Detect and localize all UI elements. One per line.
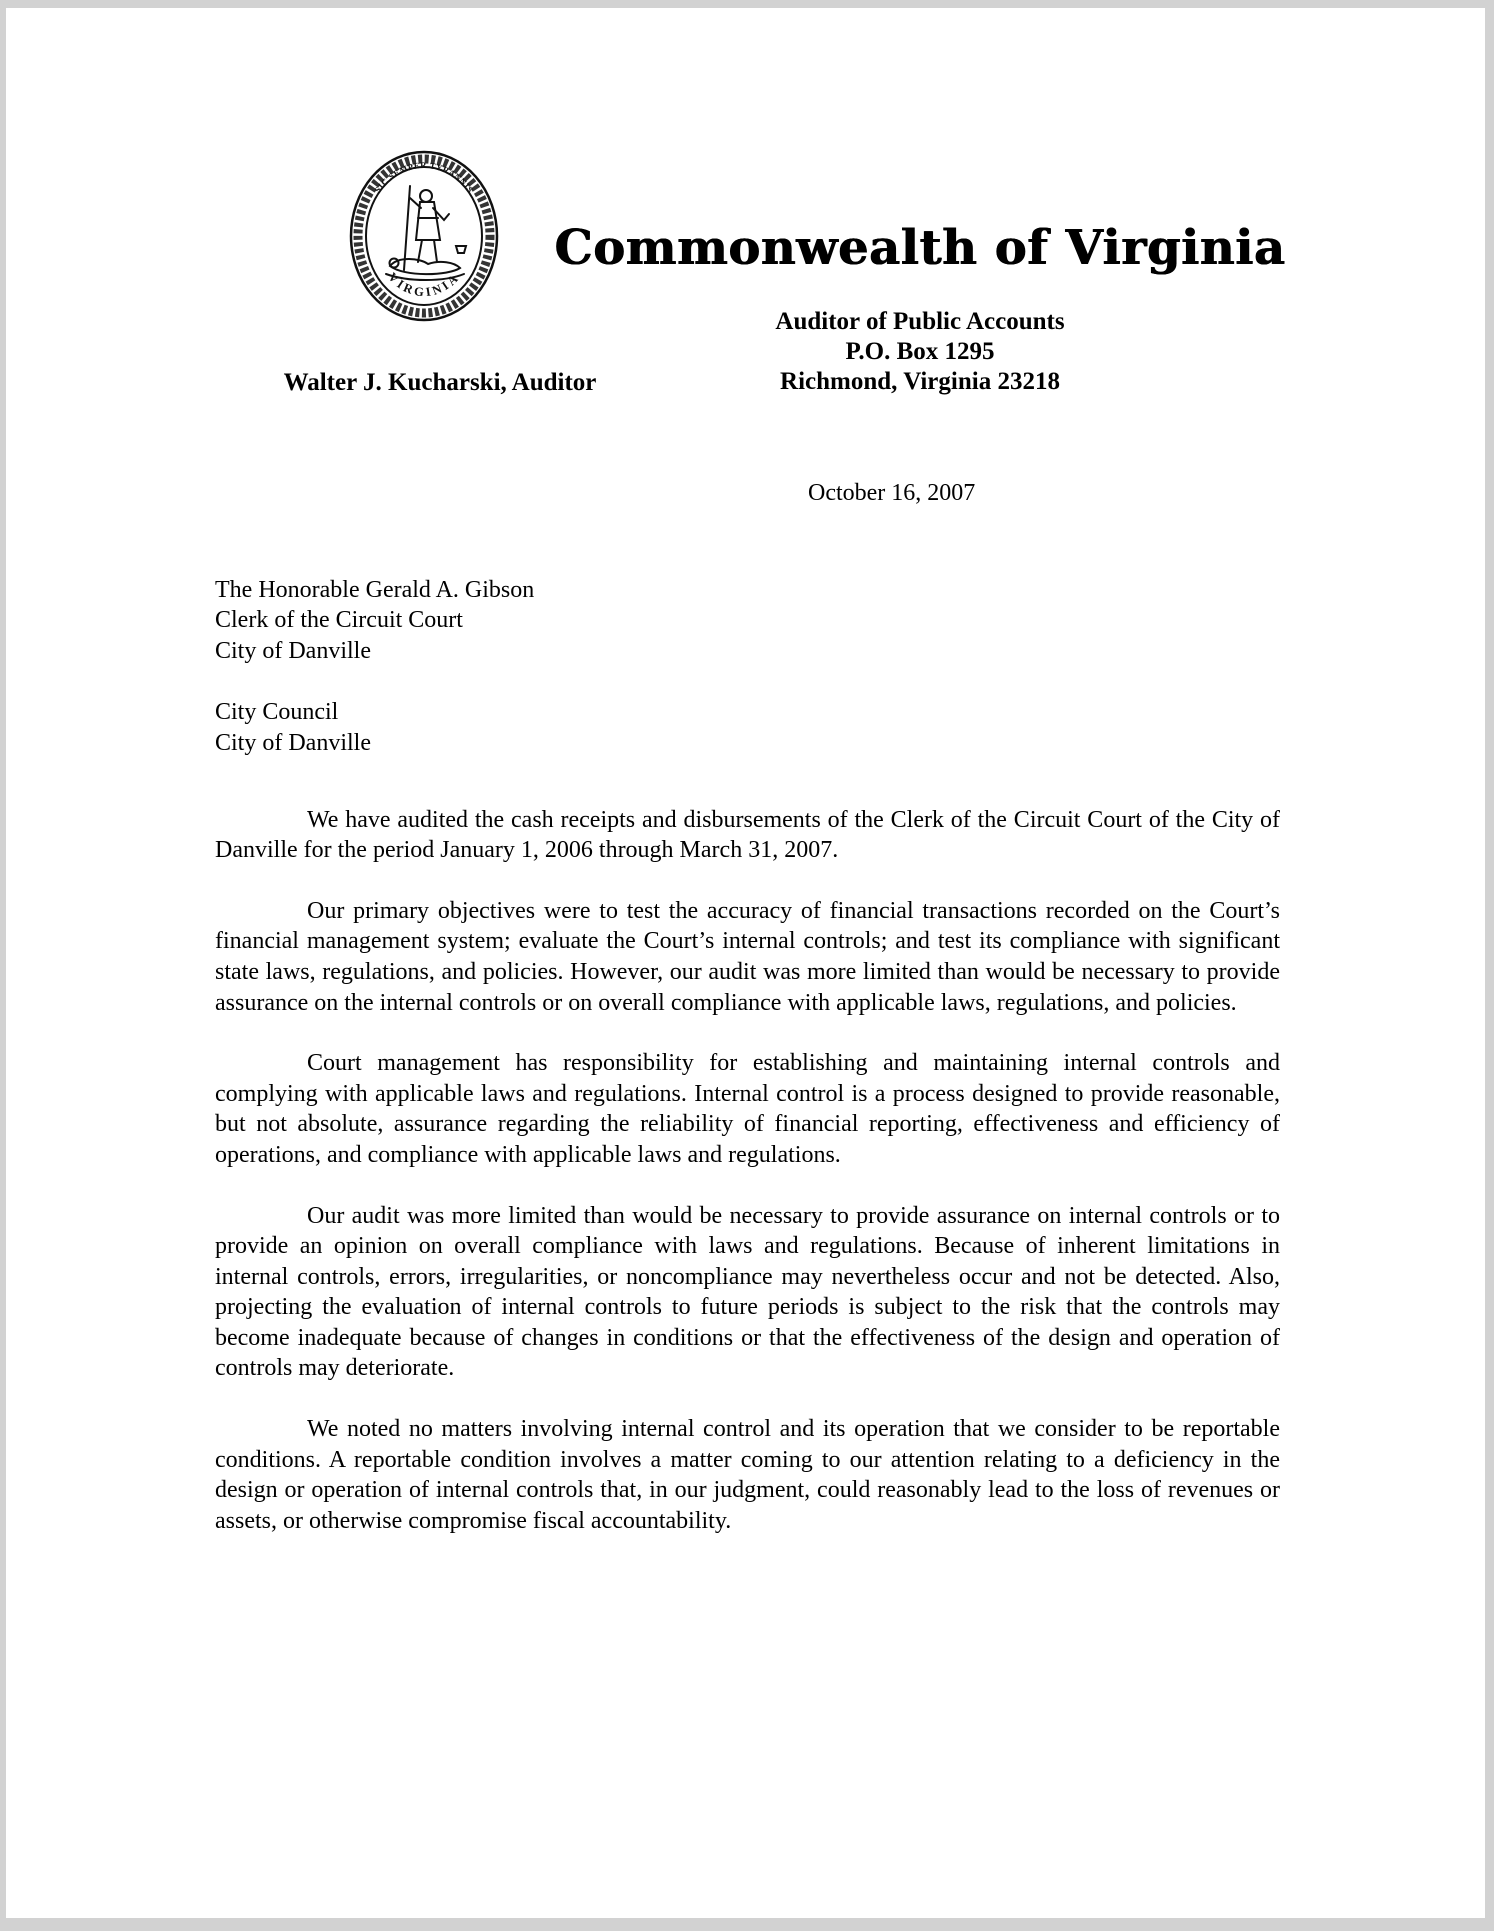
org-title: Commonwealth of Virginia <box>554 220 1286 276</box>
paragraph-management-responsibility: Court management has responsibility for establishing and maintaining internal controls and complying with applicable laws and regulations. Internal control is a process designed to provide reasonable, but not absolute, assurance regarding the reliability of financial reporting, effectiveness and efficiency of operations, and compliance with applicable laws and regulations. <box>215 1050 1280 1168</box>
recipient-title: Clerk of the Circuit Court <box>215 607 463 634</box>
recipient-address-secondary <box>215 697 1280 758</box>
seal-motto-text: SIC SEMPER TYRANNIS <box>372 159 476 195</box>
paragraph-objectives: Our primary objectives were to test the accuracy of financial transactions recorded on the Court’s financial management system; evaluate the Court’s internal controls; and test its compliance with significant state laws, regulations, and policies. However, our audit was more limited than would be necessary to provide assurance on the internal controls or on overall compliance with applicable laws, regulations, and policies. <box>215 897 1280 1016</box>
recipient-council-city: City of Danville <box>215 729 371 756</box>
letter-body <box>215 8 1280 1536</box>
auditor-name: Walter J. Kucharski, Auditor <box>283 369 597 396</box>
paragraph-findings: We noted no matters involving internal control and its operation that we consider to be reportable conditions. A reportable condition involves a matter coming to our attention relating to a deficiency in the design or operation of internal controls that, in our judgment, could reasonably lead to the loss of revenues or assets, or otherwise compromise fiscal accountability. <box>215 1416 1280 1534</box>
recipient-name: The Honorable Gerald A. Gibson <box>215 576 535 603</box>
recipient-city: City of Danville <box>215 637 371 664</box>
letter-date: October 16, 2007 <box>808 480 976 506</box>
paragraph-audit-scope: We have audited the cash receipts and disbursements of the Clerk of the Circuit Court of the City of Danville for the period January 1, 2006 through March 31, 2007. <box>215 806 1280 864</box>
office-name: Auditor of Public Accounts <box>775 308 1065 335</box>
office-city-state-zip: Richmond, Virginia 23218 <box>780 368 1060 395</box>
paragraph-audit-limitations: Our audit was more limited than would be necessary to provide assurance on internal controls or to provide an opinion on overall compliance with laws and regulations. Because of inherent limitations in internal controls, errors, irregularities, or noncompliance may nevertheless occur and not be detected. Also, projecting the evaluation of internal controls to future periods is subject to the risk that the controls may become inadequate because of changes in conditions or that the effectiveness of the design and operation of controls may deteriorate. <box>215 1202 1280 1382</box>
seal-top-text: VIRGINIA <box>385 269 463 300</box>
recipient-council: City Council <box>215 699 339 726</box>
office-po-box: P.O. Box 1295 <box>845 338 995 365</box>
recipient-address-primary <box>215 575 1280 667</box>
